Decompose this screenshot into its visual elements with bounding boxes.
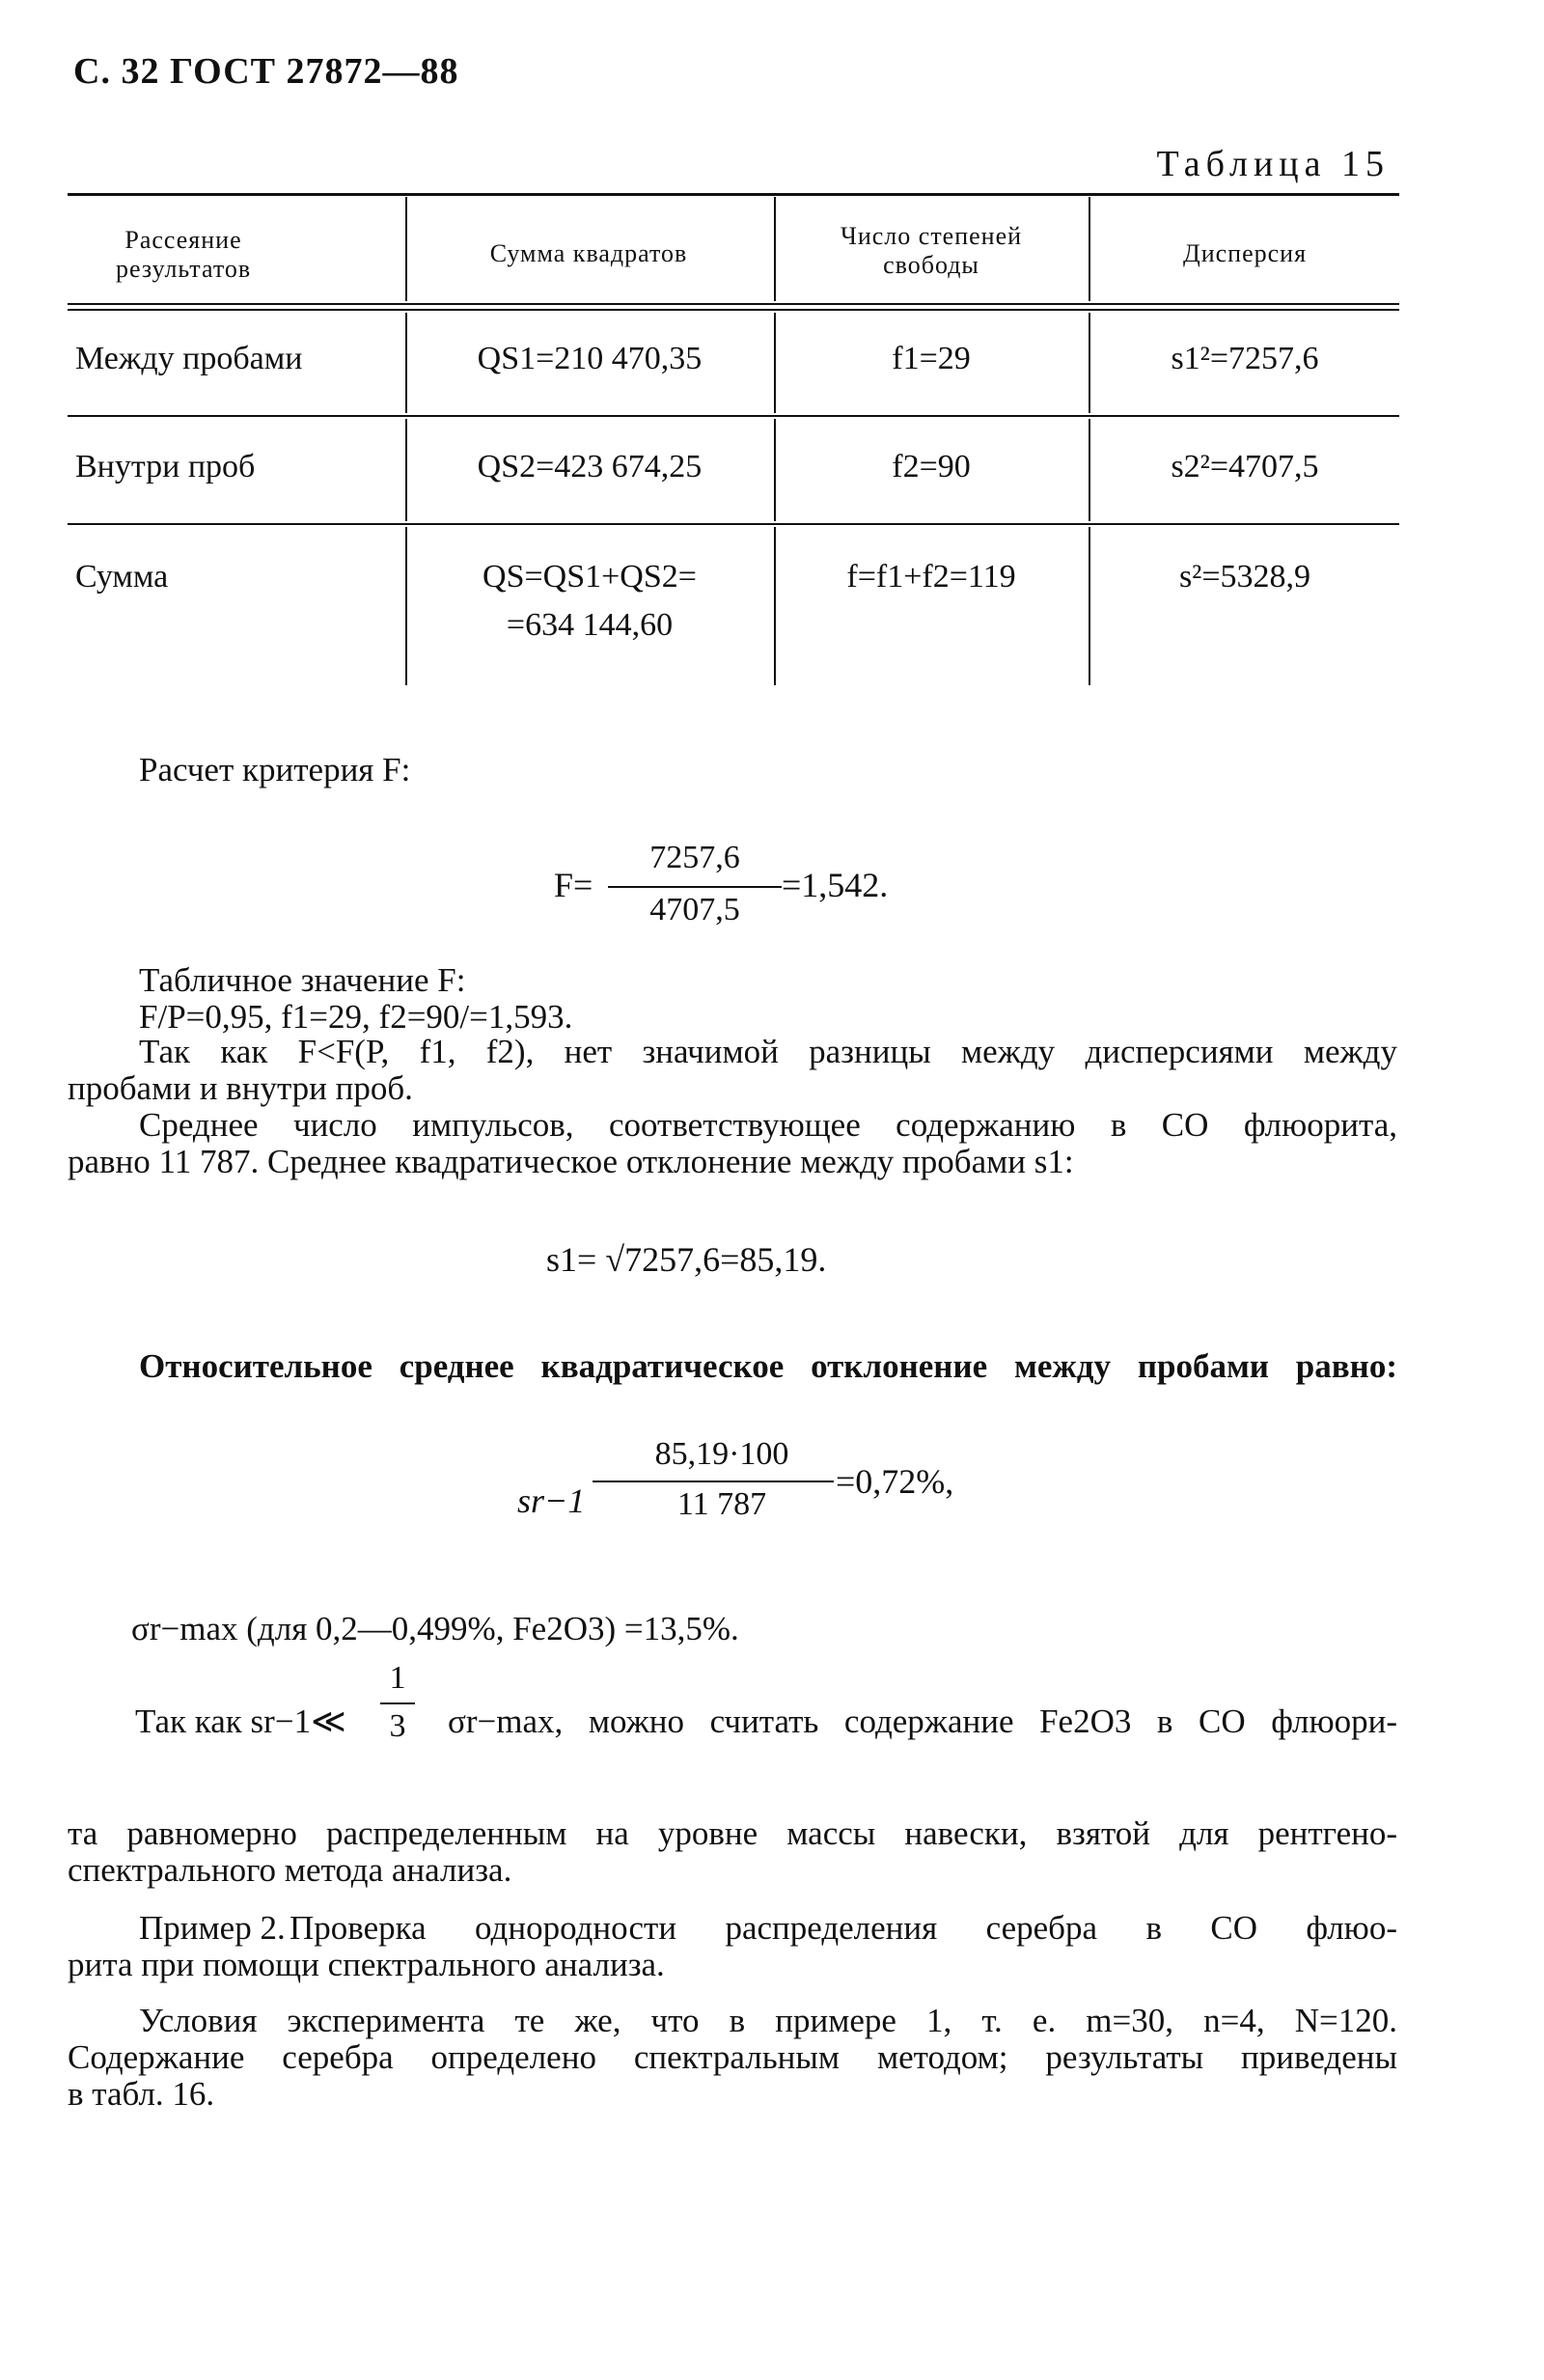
header-rule: [68, 303, 1399, 305]
example-2-line: Проверка однородности распределения серебра в СО флюо-: [290, 1909, 1397, 1947]
degrees-of-freedom: f=f1+f2=119: [846, 559, 1016, 595]
relative-deviation-line: Относительное среднее квадратическое отклонение между пробами равно:: [139, 1347, 1397, 1385]
column-header: Дисперсия: [1182, 239, 1308, 267]
degrees-of-freedom: f1=29: [892, 341, 971, 376]
row-rule: [68, 523, 1399, 525]
mean-line: равно 11 787. Среднее квадратическое отклонение между пробами s1:: [68, 1143, 1074, 1180]
variance-table: [68, 193, 1399, 685]
example-2-label: Пример 2.: [139, 1909, 286, 1947]
sum-of-squares: QS=QS1+QS2=: [482, 559, 697, 595]
table-value-label: Табличное значение F:: [139, 961, 466, 999]
column-divider: [405, 197, 407, 301]
row-rule: [68, 415, 1399, 417]
conclusion-line: Так как F<F(P, f1, f2), нет значимой разницы между дисперсиями между: [139, 1033, 1397, 1070]
sum-of-squares: QS2=423 674,25: [477, 449, 703, 484]
criterion-line-a: Так как sr−1≪: [135, 1702, 346, 1740]
column-divider: [1089, 527, 1090, 685]
s1-formula: s1= √7257,6=85,19.: [546, 1240, 827, 1279]
calc-f-label: Расчет критерия F:: [139, 751, 411, 789]
column-header: Число степеней свободы: [840, 222, 1023, 279]
conclusion-line: пробами и внутри проб.: [68, 1069, 413, 1107]
dispersion: s1²=7257,6: [1171, 341, 1319, 376]
third-denominator: 3: [389, 1708, 406, 1744]
dispersion: s2²=4707,5: [1171, 449, 1319, 484]
conditions-line: Содержание серебра определено спектральным методом; результаты приведены: [68, 2038, 1397, 2076]
sr-denominator: 11 787: [676, 1486, 767, 1522]
page-header: С. 32 ГОСТ 27872—88: [73, 51, 459, 92]
sr-numerator: 85,19·100: [654, 1436, 789, 1472]
table-caption: Таблица 15: [1156, 144, 1390, 184]
conditions-line: Условия эксперимента те же, что в примере 1, т. е. m=30, n=4, N=120.: [139, 2002, 1397, 2039]
sigma-line: σr−max (для 0,2—0,499%, Fe2O3) =13,5%.: [131, 1610, 739, 1647]
column-divider: [774, 527, 776, 685]
column-header: Сумма квадратов: [489, 239, 688, 267]
criterion-line-b: σr−max, можно считать содержание Fe2O3 в СО флюори-: [448, 1702, 1397, 1740]
fraction-bar: [593, 1481, 834, 1482]
sum-of-squares: QS1=210 470,35: [477, 341, 703, 376]
table-top-rule: [68, 193, 1399, 196]
dispersion: s²=5328,9: [1178, 559, 1311, 595]
f-denominator: 4707,5: [649, 892, 740, 927]
sum-of-squares-cont: =634 144,60: [506, 607, 674, 643]
fraction-bar: [380, 1702, 415, 1704]
sr-formula-rhs: =0,72%,: [836, 1462, 954, 1501]
conditions-line: в табл. 16.: [68, 2075, 215, 2113]
f-formula-rhs: =1,542.: [782, 866, 889, 904]
column-divider: [1089, 197, 1090, 301]
continuation-line: спектрального метода анализа.: [68, 1851, 512, 1889]
header-rule-double: [68, 309, 1399, 311]
sr-formula-lhs: sr−1: [517, 1481, 586, 1520]
column-divider: [774, 197, 776, 301]
column-header: Рассеяние результатов: [116, 226, 252, 283]
f-formula-lhs: F=: [554, 866, 593, 904]
example-2-line: рита при помощи спектрального анализа.: [68, 1946, 665, 1983]
continuation-line: та равномерно распределенным на уровне массы навески, взятой для рентгено-: [68, 1814, 1397, 1852]
degrees-of-freedom: f2=90: [892, 449, 971, 484]
row-label: Внутри проб: [75, 449, 256, 484]
fraction-bar: [608, 886, 782, 888]
third-numerator: 1: [389, 1660, 406, 1696]
f-numerator: 7257,6: [649, 840, 740, 875]
row-label: Между пробами: [75, 341, 303, 376]
row-label: Сумма: [75, 559, 169, 595]
mean-line: Среднее число импульсов, соответствующее содержанию в СО флюорита,: [139, 1106, 1397, 1144]
table-value-line: F/P=0,95, f1=29, f2=90/=1,593.: [139, 998, 573, 1036]
